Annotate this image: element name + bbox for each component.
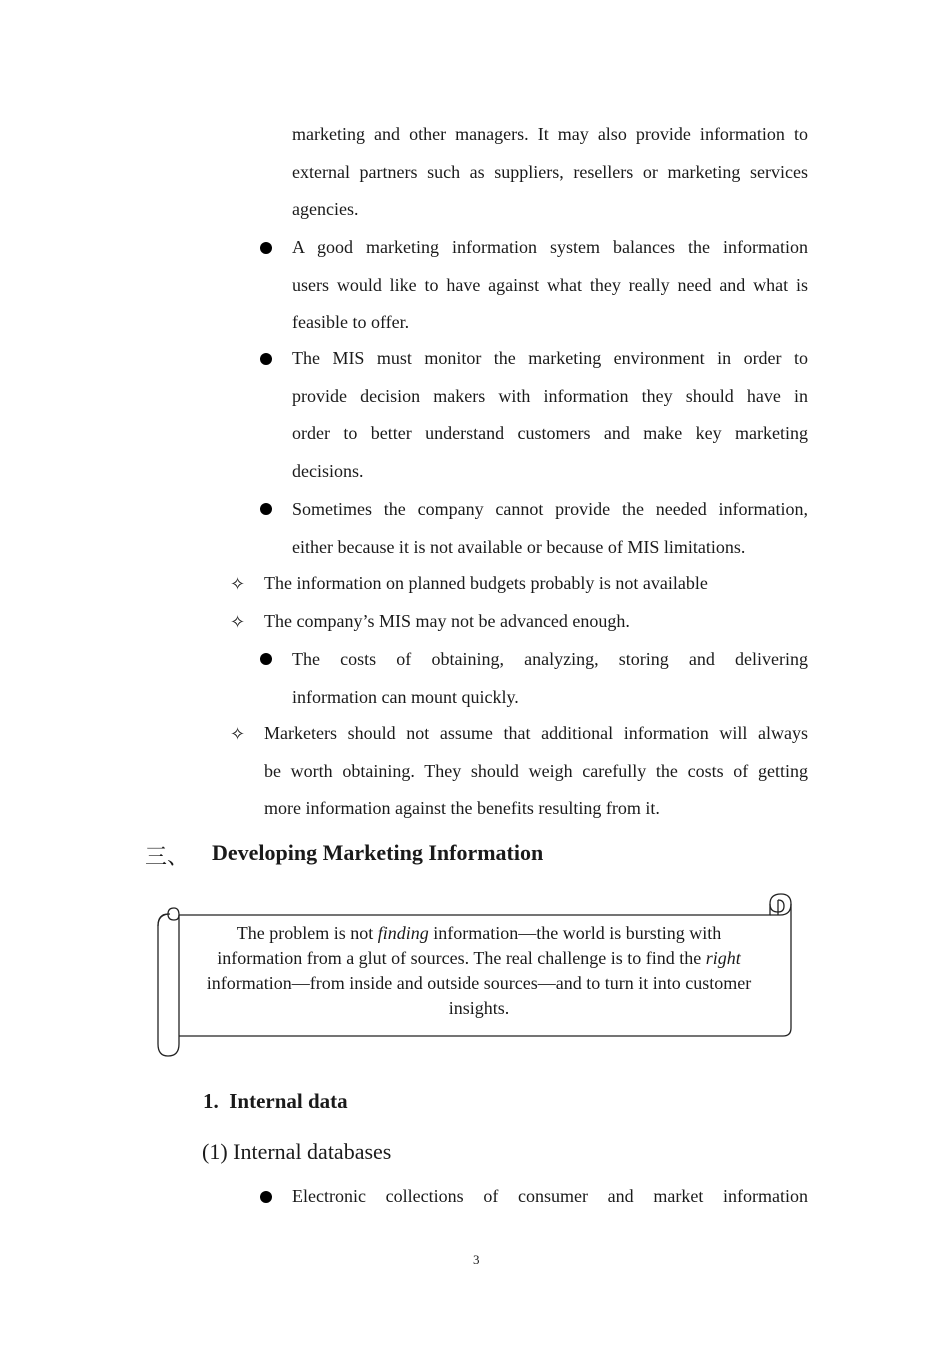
text-line: external partners such as suppliers, resellers or marketing services <box>292 161 808 182</box>
text-line: order to better understand customers and make key marketing <box>292 423 808 443</box>
bullet-paragraph <box>292 641 808 716</box>
callout-text: information from a glut of sources. The real challenge is to find the <box>217 948 706 968</box>
scroll-callout-text <box>180 921 778 1021</box>
text-line: decisions. <box>292 460 364 481</box>
text-line: marketing and other managers. It may also provide information to <box>292 124 808 144</box>
bullet-dot-icon <box>260 503 272 515</box>
callout-line <box>180 921 778 946</box>
callout-line: information—from inside and outside sources—and to turn it into customer <box>206 973 752 993</box>
bullet-paragraph <box>292 229 808 342</box>
text-line: information can mount quickly. <box>292 686 519 707</box>
bullet-paragraph <box>292 1178 808 1216</box>
callout-emphasis: finding <box>377 923 429 943</box>
bullet-dot-icon <box>260 653 272 665</box>
text-line: Sometimes the company cannot provide the needed information, <box>292 499 808 519</box>
bullet-dot-icon <box>260 242 272 254</box>
callout-line <box>180 946 778 971</box>
callout-emphasis: right <box>705 948 741 968</box>
text-line: more information against the benefits resulting from it. <box>264 798 660 818</box>
callout-line: insights. <box>448 998 510 1018</box>
callout-text: information—the world is bursting with <box>428 923 722 943</box>
bullet-dot-icon <box>260 1191 272 1203</box>
diamond-paragraph <box>264 715 808 828</box>
text-line: A good marketing information system balances the information <box>292 237 808 257</box>
diamond-bullet-icon: ✧ <box>230 574 246 595</box>
text-line: Electronic collections of consumer and market information <box>292 1186 808 1206</box>
text-line: Marketers should not assume that additional information will always <box>264 723 808 743</box>
diamond-item <box>264 565 808 603</box>
bullet-dot-icon <box>260 353 272 365</box>
text-line: The information on planned budgets probably is not available <box>264 573 708 593</box>
text-line: feasible to offer. <box>292 312 410 332</box>
page-number: 3 <box>473 1252 480 1267</box>
text-line: agencies. <box>292 199 359 219</box>
diamond-item <box>264 603 808 641</box>
diamond-bullet-icon: ✧ <box>230 612 246 633</box>
text-line: The costs of obtaining, analyzing, storing and delivering <box>292 649 808 669</box>
subsection-title: 1. Internal data <box>203 1089 348 1113</box>
section-title: Developing Marketing Information <box>212 840 544 865</box>
diamond-bullet-icon: ✧ <box>230 724 246 745</box>
text-line: either because it is not available or because of MIS limitations. <box>292 536 746 557</box>
callout-text: The problem is not <box>236 923 378 943</box>
section-number: 三、 <box>145 845 190 870</box>
text-line: provide decision makers with information they should have in <box>292 385 808 406</box>
text-line: users would like to have against what they really need and what is <box>292 274 808 295</box>
sub-subsection-title: (1) Internal databases <box>202 1139 392 1164</box>
text-line: The company’s MIS may not be advanced enough. <box>264 611 630 631</box>
intro-paragraph <box>292 116 808 229</box>
text-line: The MIS must monitor the marketing environment in order to <box>292 348 808 368</box>
bullet-paragraph <box>292 491 808 566</box>
bullet-paragraph <box>292 340 808 490</box>
text-line: be worth obtaining. They should weigh carefully the costs of getting <box>264 760 808 781</box>
